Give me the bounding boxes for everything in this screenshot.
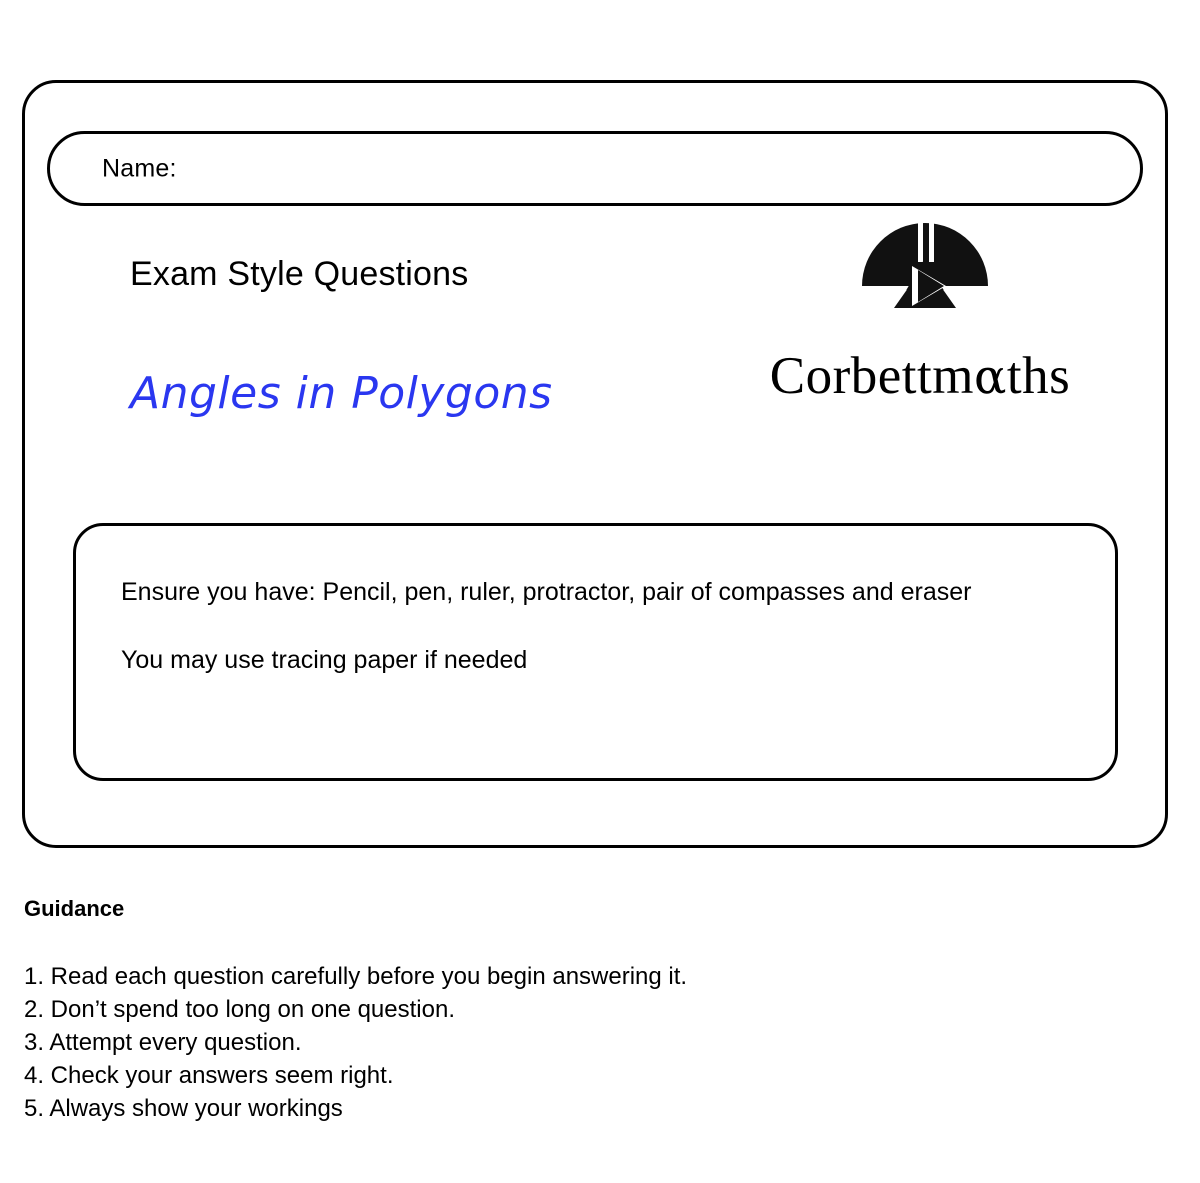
wordmark-part1: Corbettm — [769, 347, 974, 405]
corbettmaths-logo — [715, 218, 1125, 428]
worksheet-header-panel — [22, 80, 1168, 848]
corbettmaths-wordmark — [715, 346, 1125, 406]
list-item: 3. Attempt every question. — [24, 1029, 302, 1056]
equipment-line-2: You may use tracing paper if needed — [121, 646, 528, 674]
exam-style-questions-title: Exam Style Questions — [130, 255, 469, 293]
list-item: 4. Check your answers seem right. — [24, 1062, 394, 1089]
equipment-line-1: Ensure you have: Pencil, pen, ruler, protractor, pair of compasses and eraser — [121, 578, 972, 606]
name-label: Name: — [102, 154, 177, 182]
list-item: 1. Read each question carefully before you begin answering it. — [24, 963, 688, 990]
corbettmaths-logo-mark — [850, 218, 1000, 348]
equipment-instructions-box — [73, 523, 1118, 781]
wordmark-part2: ths — [1006, 347, 1071, 405]
wordmark-alpha: α — [973, 349, 1007, 405]
guidance-heading: Guidance — [24, 896, 125, 921]
name-field-box[interactable] — [47, 131, 1143, 206]
topic-title: Angles in Polygons — [130, 368, 553, 419]
list-item: 2. Don’t spend too long on one question. — [24, 996, 455, 1023]
guidance-list — [24, 960, 924, 1125]
list-item: 5. Always show your workings — [24, 1095, 343, 1122]
